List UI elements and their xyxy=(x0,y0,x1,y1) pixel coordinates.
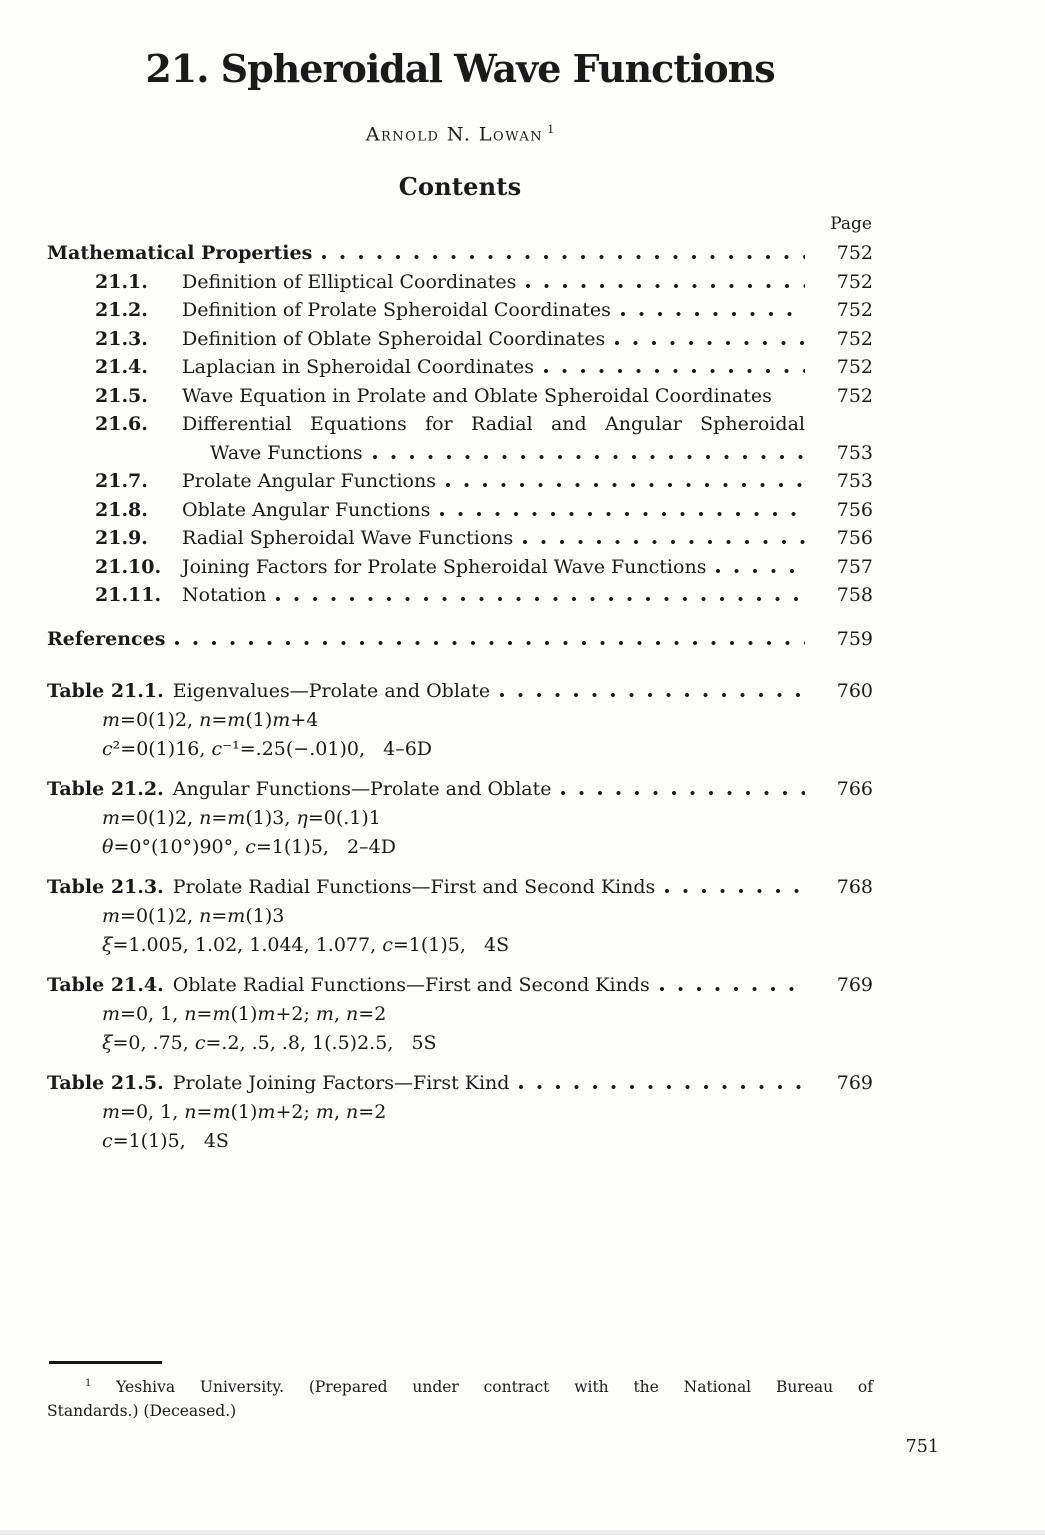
dot-leader xyxy=(621,312,805,316)
table-page: 768 xyxy=(836,876,873,899)
table-detail-line: m=0, 1, n=m(1)m+2; m, n=2 xyxy=(102,1003,387,1026)
toc-entry xyxy=(47,382,873,411)
toc-entry-page: 756 xyxy=(836,527,873,550)
table-summary-heading xyxy=(47,677,873,706)
toc-entry xyxy=(47,268,873,297)
toc-entry xyxy=(47,581,873,610)
toc-entry-page: 758 xyxy=(836,584,873,607)
table-page: 769 xyxy=(836,1072,873,1095)
toc-entry xyxy=(47,410,873,439)
table-title: Eigenvalues—Prolate and Oblate xyxy=(172,680,491,703)
toc-entry xyxy=(47,325,873,354)
page-column-label: Page xyxy=(830,214,872,235)
toc-entry-label: Wave Equation in Prolate and Oblate Spheroidal Coordinates xyxy=(182,384,772,407)
toc-entry-label: Definition of Prolate Spheroidal Coordinates xyxy=(182,299,611,322)
table-detail-line: ξ=1.005, 1.02, 1.044, 1.077, c=1(1)5, 4S xyxy=(102,934,510,957)
contents-heading: Contents xyxy=(398,172,522,202)
table-summary xyxy=(47,873,873,960)
table-id: Table 21.3. xyxy=(47,876,164,899)
toc-entry-label: Notation xyxy=(182,584,267,607)
toc-entry-page: 752 xyxy=(836,327,873,350)
table-detail-line: ξ=0, .75, c=.2, .5, .8, 1(.5)2.5, 5S xyxy=(102,1032,437,1055)
footnote-line: Standards.) (Deceased.) xyxy=(47,1401,237,1420)
table-summary-heading xyxy=(47,873,873,902)
footnote-text xyxy=(47,1372,873,1423)
toc-entry-page: 759 xyxy=(836,627,873,650)
toc-entry-number: 21.4. xyxy=(95,356,148,379)
toc-entry-number: 21.6. xyxy=(95,413,148,436)
dot-leader xyxy=(526,284,805,288)
toc-entry-label: Prolate Angular Functions xyxy=(182,470,436,493)
toc-entry xyxy=(47,467,873,496)
table-summary xyxy=(47,971,873,1058)
table-of-contents xyxy=(47,239,873,653)
table-summary xyxy=(47,1069,873,1156)
chapter-title: 21. Spheroidal Wave Functions xyxy=(145,46,775,91)
table-title: Prolate Radial Functions—First and Second Kinds xyxy=(172,876,656,899)
toc-entry-page: 752 xyxy=(836,270,873,293)
dot-leader xyxy=(322,255,805,259)
toc-entry-label: Definition of Oblate Spheroidal Coordinates xyxy=(182,327,606,350)
table-page: 760 xyxy=(836,680,873,703)
footnote-line: $^1$ Yeshiva University. (Prepared under contract with the National Bureau of xyxy=(85,1378,873,1397)
table-detail-line: c=1(1)5, 4S xyxy=(102,1130,229,1153)
toc-entry-page: 752 xyxy=(836,299,873,322)
page-number: 751 xyxy=(905,1437,939,1457)
dot-leader xyxy=(446,483,805,487)
page-content-column xyxy=(47,0,873,1156)
footnote xyxy=(47,1361,873,1423)
dot-leader xyxy=(716,569,805,573)
toc-entry-number: 21.7. xyxy=(95,470,148,493)
toc-entry-page: 752 xyxy=(836,356,873,379)
toc-entry-number: 21.1. xyxy=(95,270,148,293)
table-summary-heading xyxy=(47,1069,873,1098)
toc-entry-label: Differential Equations for Radial and Angular Spheroidal xyxy=(182,413,805,436)
table-detail-line: c²=0(1)16, c⁻¹=.25(−.01)0, 4–6D xyxy=(102,738,433,761)
dot-leader xyxy=(561,791,805,795)
toc-entry-number: 21.10. xyxy=(95,555,162,578)
table-detail-line: m=0, 1, n=m(1)m+2; m, n=2 xyxy=(102,1101,387,1124)
author-footnote-marker: 1 xyxy=(547,122,555,136)
table-title: Prolate Joining Factors—First Kind xyxy=(172,1072,510,1095)
dot-leader xyxy=(665,889,805,893)
dot-leader xyxy=(175,641,805,645)
table-id: Table 21.2. xyxy=(47,778,164,801)
toc-entry xyxy=(47,625,873,654)
table-title: Angular Functions—Prolate and Oblate xyxy=(172,778,552,801)
toc-entry-number: 21.3. xyxy=(95,327,148,350)
toc-entry-page: 756 xyxy=(836,498,873,521)
scan-bottom-edge xyxy=(0,1530,1045,1535)
toc-entry-label: Definition of Elliptical Coordinates xyxy=(182,270,517,293)
toc-entry xyxy=(47,524,873,553)
toc-entry-page: 757 xyxy=(836,555,873,578)
toc-entry-label: Radial Spheroidal Wave Functions xyxy=(182,527,514,550)
dot-leader xyxy=(440,512,805,516)
table-summary xyxy=(47,677,873,764)
toc-entry-continuation xyxy=(47,439,873,468)
dot-leader xyxy=(373,455,805,459)
table-summary-heading xyxy=(47,971,873,1000)
table-id: Table 21.4. xyxy=(47,974,164,997)
toc-entry-page: 753 xyxy=(836,441,873,464)
toc-entry xyxy=(47,296,873,325)
table-detail-line: m=0(1)2, n=m(1)3 xyxy=(102,905,285,928)
toc-entry-label: Mathematical Properties xyxy=(47,242,313,265)
author-name: Arnold N. Lowan xyxy=(365,123,544,146)
dot-leader xyxy=(519,1085,805,1089)
toc-entry-label: Wave Functions xyxy=(210,441,363,464)
toc-entry-page: 753 xyxy=(836,470,873,493)
toc-entry-page: 752 xyxy=(836,242,873,265)
toc-entry xyxy=(47,496,873,525)
toc-entry-label: References xyxy=(47,627,166,650)
dot-leader xyxy=(615,341,805,345)
toc-entry-label: Oblate Angular Functions xyxy=(182,498,431,521)
dot-leader xyxy=(544,369,805,373)
toc-entry-number: 21.9. xyxy=(95,527,148,550)
toc-entry-label: Laplacian in Spheroidal Coordinates xyxy=(182,356,534,379)
table-detail-line: m=0(1)2, n=m(1)3, η=0(.1)1 xyxy=(102,807,381,830)
toc-entry xyxy=(47,239,873,268)
toc-entry-number: 21.8. xyxy=(95,498,148,521)
table-summary-heading xyxy=(47,775,873,804)
dot-leader xyxy=(523,540,805,544)
toc-entry-label: Joining Factors for Prolate Spheroidal Wave Functions xyxy=(182,555,707,578)
toc-entry-number: 21.11. xyxy=(95,584,162,607)
table-id: Table 21.5. xyxy=(47,1072,164,1095)
dot-leader xyxy=(276,597,805,601)
toc-entry-number: 21.5. xyxy=(95,384,148,407)
toc-entry xyxy=(47,353,873,382)
table-detail-line: m=0(1)2, n=m(1)m+4 xyxy=(102,709,319,732)
table-page: 769 xyxy=(836,974,873,997)
toc-entry-page: 752 xyxy=(836,384,873,407)
table-title: Oblate Radial Functions—First and Second Kinds xyxy=(172,974,650,997)
author-line xyxy=(47,123,873,145)
dot-leader xyxy=(500,693,805,697)
table-summaries xyxy=(47,677,873,1156)
footnote-rule xyxy=(49,1361,162,1364)
toc-entry-number: 21.2. xyxy=(95,299,148,322)
table-page: 766 xyxy=(836,778,873,801)
footnote-marker: 1 xyxy=(85,1378,92,1389)
table-detail-line: θ=0°(10°)90°, c=1(1)5, 2–4D xyxy=(102,836,396,859)
table-summary xyxy=(47,775,873,862)
toc-entry xyxy=(47,553,873,582)
dot-leader xyxy=(660,987,805,991)
table-id: Table 21.1. xyxy=(47,680,164,703)
